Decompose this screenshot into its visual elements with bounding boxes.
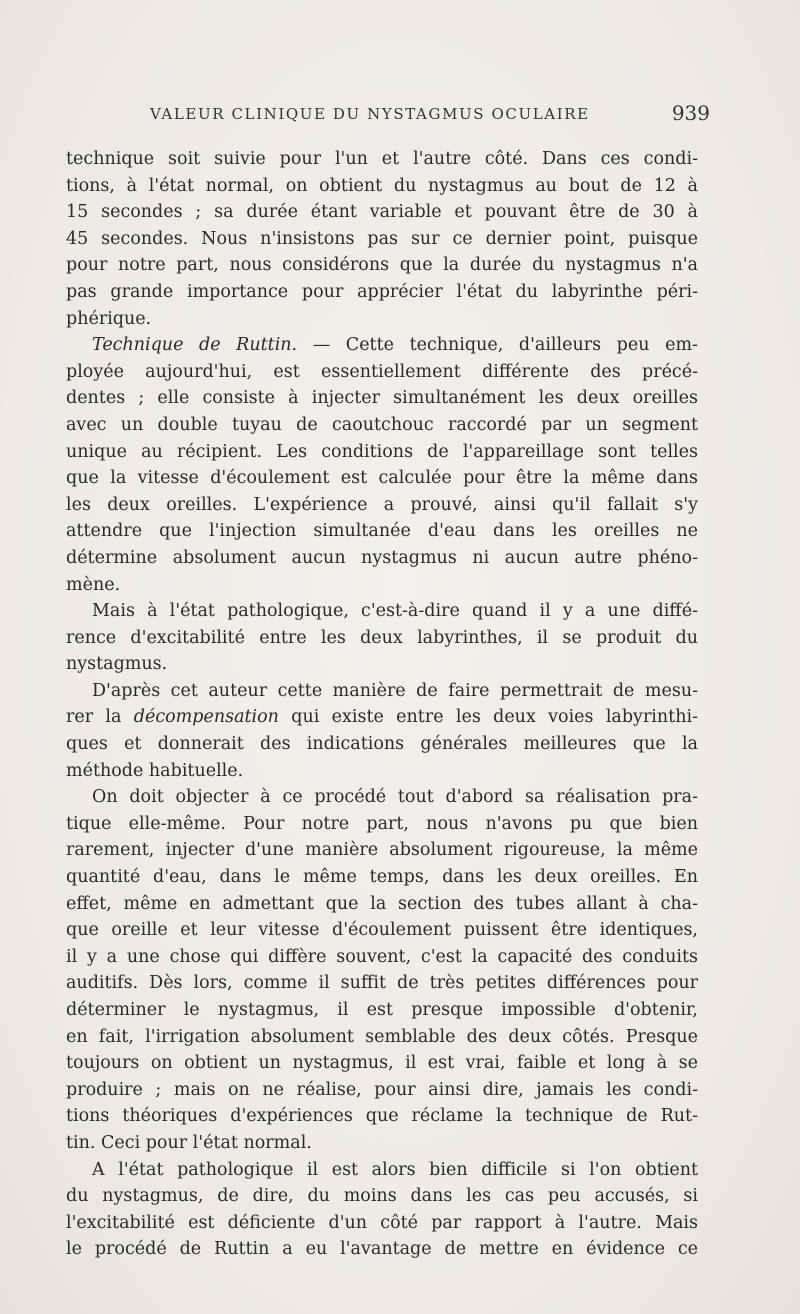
text-line: tique elle-même. Pour notre part, nous n'avons pu que bien <box>66 813 698 834</box>
text-line: déterminer le nystagmus, il est presque impossible d'obtenir, <box>66 1000 698 1020</box>
text-line: unique au récipient. Les conditions de l'appareillage sont telles <box>66 441 698 462</box>
text-line: l'excitabilité est déficiente d'un côté par rapport à l'autre. Mais <box>66 1212 698 1233</box>
page-number: 939 <box>671 101 710 125</box>
text-line: nystagmus. <box>66 654 168 675</box>
text-line: dentes ; elle consiste à injecter simultanément les deux oreilles <box>66 388 698 409</box>
text-line: pour notre part, nous considérons que la durée du nystagmus n'a <box>66 255 698 276</box>
text-line: tin. Ceci pour l'état normal. <box>66 1132 312 1153</box>
text-line: D'après cet auteur cette manière de faire permettrait de mesu- <box>92 680 698 701</box>
text-line: Mais à l'état pathologique, c'est-à-dire quand il y a une diffé- <box>92 601 698 622</box>
text-line: quantité d'eau, dans le même temps, dans les deux oreilles. En <box>66 867 698 888</box>
text-line: tions, à l'état normal, on obtient du nystagmus au bout de 12 à <box>66 175 698 196</box>
text-line-with-emphasis <box>66 704 698 731</box>
body-text <box>66 146 698 1263</box>
text-line: que oreille et leur vitesse d'écoulement puissent être identiques, <box>66 920 698 941</box>
text-line: ployée aujourd'hui, est essentiellement différente des précé- <box>66 361 698 382</box>
text-line: toujours on obtient un nystagmus, il est vrai, faible et long à se <box>66 1053 698 1074</box>
text-line: tions théoriques d'expériences que réclame la technique de Rut- <box>66 1106 698 1127</box>
text-line: le procédé de Ruttin a eu l'avantage de mettre en évidence ce <box>66 1239 698 1260</box>
paragraph-first-line <box>66 332 698 359</box>
text-line: avec un double tuyau de caoutchouc raccordé par un segment <box>66 414 698 435</box>
text-fragment: — Cette technique, d'ailleurs peu em- <box>312 335 698 356</box>
text-line: ques et donnerait des indications générales meilleures que la <box>66 734 698 755</box>
text-line: phérique. <box>66 308 152 329</box>
text-line: attendre que l'injection simultanée d'eau dans les oreilles ne <box>66 521 698 542</box>
text-line: du nystagmus, de dire, du moins dans les cas peu accusés, si <box>66 1186 698 1207</box>
text-line: détermine absolument aucun nystagmus ni aucun autre phéno- <box>66 547 698 568</box>
text-line: 45 secondes. Nous n'insistons pas sur ce dernier point, puisque <box>66 228 698 249</box>
text-line: mène. <box>66 574 121 595</box>
text-line: méthode habituelle. <box>66 760 244 781</box>
text-line: que la vitesse d'écoulement est calculée pour être la même dans <box>66 468 698 489</box>
text-line: produire ; mais on ne réalise, pour ainsi dire, jamais les condi- <box>66 1079 698 1100</box>
text-line: rence d'excitabilité entre les deux labyrinthes, il se produit du <box>66 627 698 648</box>
text-line: A l'état pathologique il est alors bien difficile si l'on obtient <box>92 1159 698 1180</box>
text-line: les deux oreilles. L'expérience a prouvé, ainsi qu'il fallait s'y <box>66 494 698 515</box>
text-line: effet, même en admettant que la section des tubes allant à cha- <box>66 893 698 914</box>
running-title: VALEUR CLINIQUE DU NYSTAGMUS OCULAIRE <box>150 105 590 123</box>
emphasis-term: décompensation <box>133 707 279 728</box>
text-line: pas grande importance pour apprécier l'état du labyrinthe péri- <box>66 281 698 302</box>
text-fragment: qui existe entre les deux voies labyrinthi- <box>278 707 698 728</box>
text-line: technique soit suivie pour l'un et l'autre côté. Dans ces condi- <box>66 149 698 169</box>
text-line: 15 secondes ; sa durée étant variable et pouvant être de 30 à <box>66 202 698 223</box>
section-heading: Technique de Ruttin. <box>92 335 298 356</box>
text-fragment: rer la <box>66 707 134 728</box>
text-line: auditifs. Dès lors, comme il suffit de très petites différences pour <box>66 973 698 994</box>
text-line: il y a une chose qui diffère souvent, c'est la capacité des conduits <box>66 946 698 967</box>
text-line: On doit objecter à ce procédé tout d'abord sa réalisation pra- <box>92 787 698 808</box>
text-line: en fait, l'irrigation absolument semblable des deux côtés. Presque <box>66 1026 698 1047</box>
running-header <box>150 101 710 129</box>
text-line: rarement, injecter d'une manière absolument rigoureuse, la même <box>66 840 698 861</box>
